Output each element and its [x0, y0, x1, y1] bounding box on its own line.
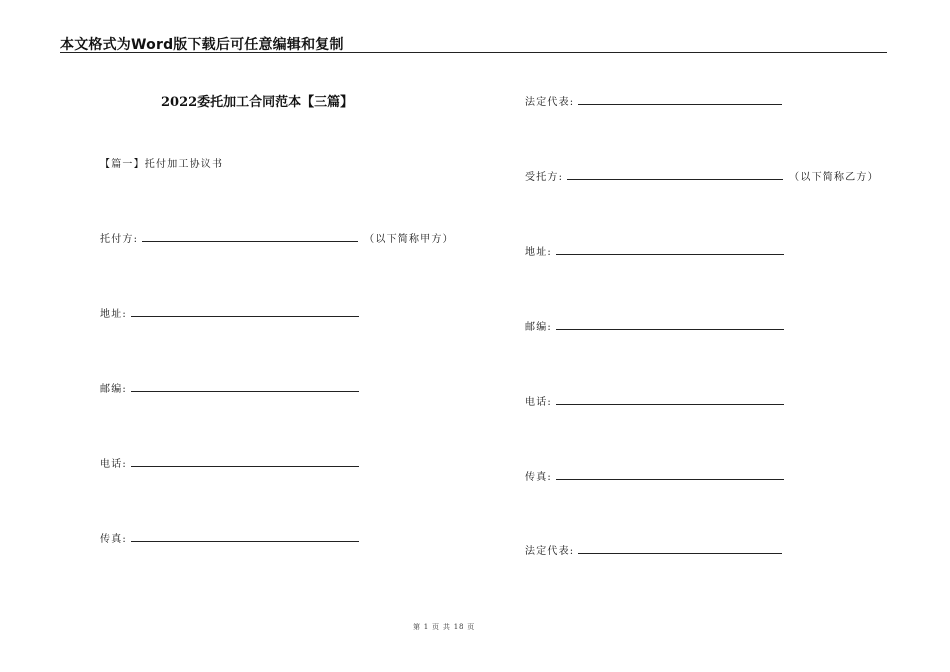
field-label: 电话: [525, 397, 552, 408]
field-legal-rep-top [525, 93, 782, 108]
field-label: 电话: [100, 459, 127, 470]
section-heading: 【篇一】托付加工协议书 [100, 159, 224, 170]
fill-in-line [131, 381, 359, 392]
fill-in-line [556, 469, 784, 480]
fill-in-line [578, 543, 782, 554]
field-label: 受托方: [525, 172, 564, 183]
fill-in-line [131, 456, 359, 467]
field-address-right [525, 243, 784, 258]
field-label: 传真: [100, 534, 127, 545]
fill-in-line [556, 319, 784, 330]
field-phone-right [525, 393, 784, 408]
field-label: 法定代表: [525, 97, 575, 108]
fill-in-line [567, 169, 783, 180]
fill-in-line [578, 94, 782, 105]
field-label: 托付方: [100, 234, 139, 245]
field-label: 邮编: [525, 322, 552, 333]
field-address-left [100, 305, 359, 320]
fill-in-line [142, 231, 358, 242]
field-fax-left [100, 530, 359, 545]
fill-in-line [556, 244, 784, 255]
field-contractor [525, 168, 879, 183]
field-label: 法定代表: [525, 546, 575, 557]
fill-in-line [131, 306, 359, 317]
field-postcode-right [525, 318, 784, 333]
header-divider [60, 52, 887, 53]
field-fax-right [525, 468, 784, 483]
fill-in-line [131, 531, 359, 542]
field-phone-left [100, 455, 359, 470]
page-number: 第 1 页 共 18 页 [412, 623, 476, 631]
field-label: 地址: [525, 247, 552, 258]
field-label: 传真: [525, 472, 552, 483]
field-consignor [100, 230, 454, 245]
page-header-text: 本文格式为Word版下载后可任意编辑和复制 [60, 37, 344, 53]
field-suffix: （以下简称甲方） [364, 234, 454, 245]
document-title: 2022委托加工合同范本【三篇】 [161, 95, 354, 110]
field-label: 地址: [100, 309, 127, 320]
field-postcode-left [100, 380, 359, 395]
fill-in-line [556, 394, 784, 405]
field-label: 邮编: [100, 384, 127, 395]
field-legal-rep-bottom [525, 542, 782, 557]
field-suffix: （以下简称乙方） [789, 172, 879, 183]
